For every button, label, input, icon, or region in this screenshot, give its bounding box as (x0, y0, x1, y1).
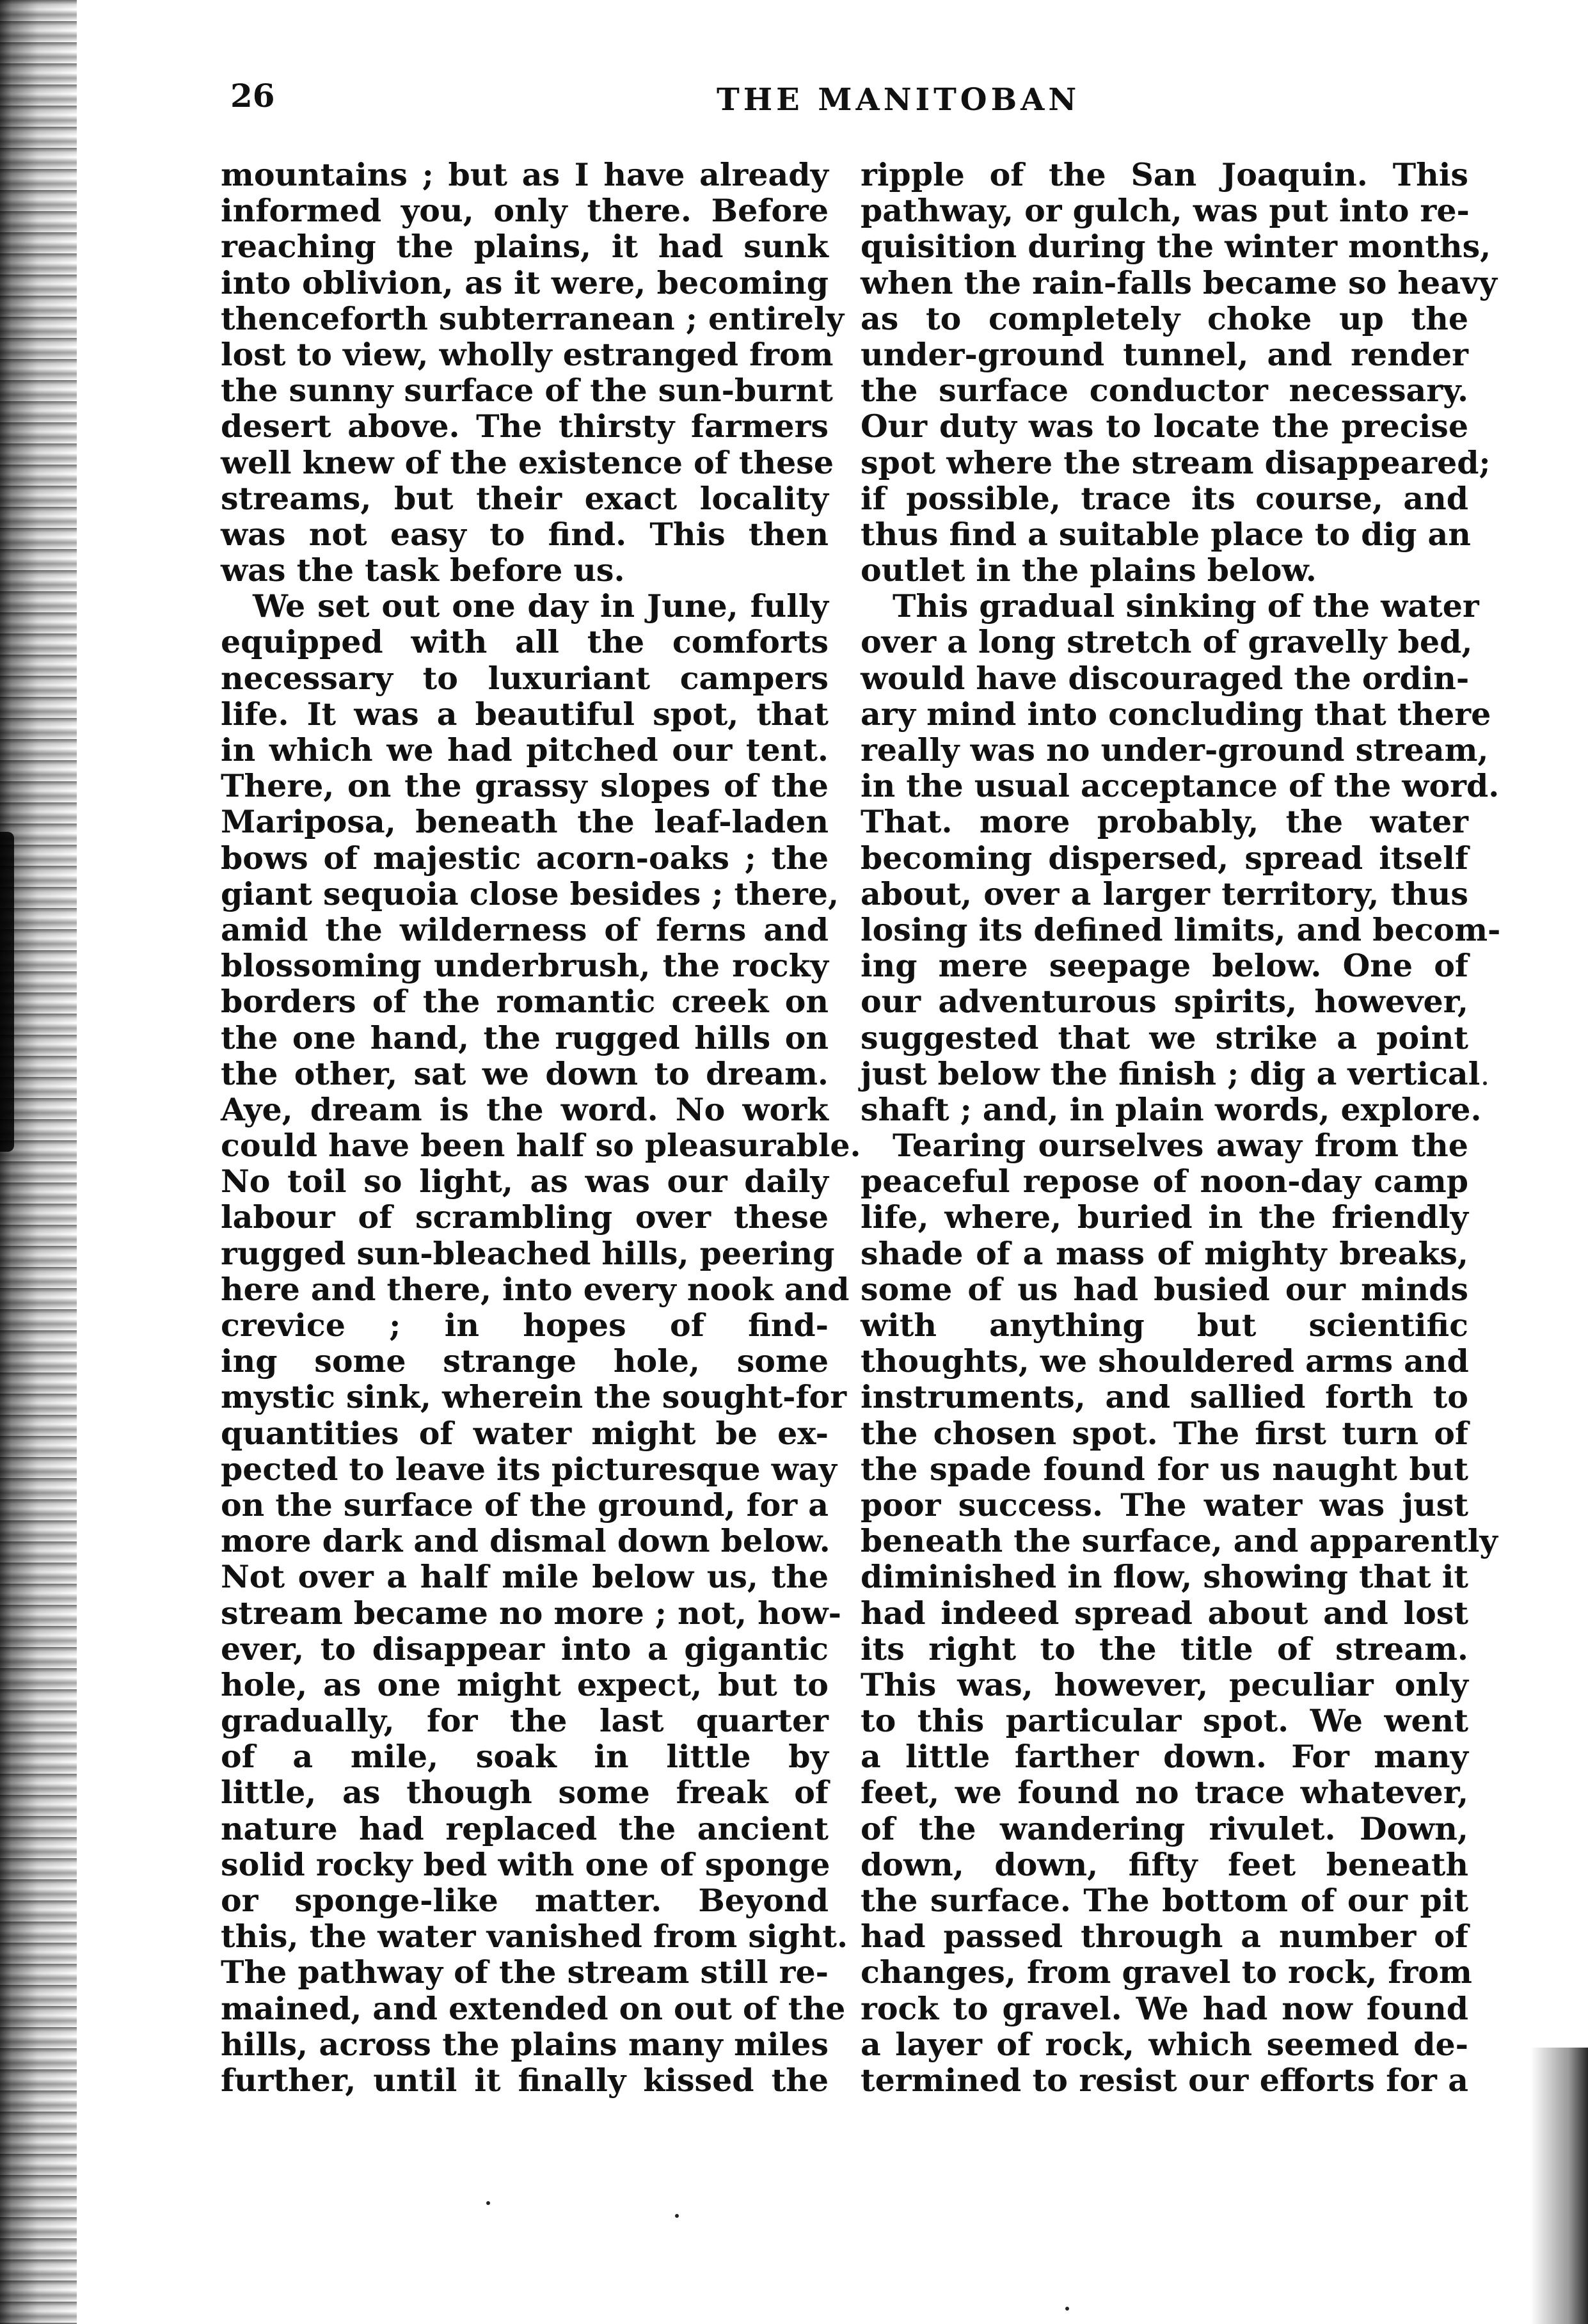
text-line: to this particular spot. We went (861, 1702, 1468, 1740)
text-line: the one hand, the rugged hills on (221, 1019, 829, 1056)
text-line: labour of scrambling over these (221, 1198, 829, 1236)
text-line: when the rain-falls became so heavy (861, 264, 1497, 301)
text-line: bows of majestic acorn-oaks ; the (221, 839, 829, 877)
text-line: under-ground tunnel, and render (861, 335, 1468, 373)
text-line: reaching the plains, it had sunk (221, 228, 829, 266)
text-line: crevice ; in hopes of find- (221, 1307, 829, 1344)
text-line: termined to resist our efforts for a (861, 2061, 1468, 2099)
left-text-column (221, 156, 861, 2099)
text-line: diminished in flow, showing that it (861, 1558, 1468, 1596)
text-line: solid rocky bed with one of sponge (221, 1845, 830, 1883)
text-line: stream became no more ; not, how- (221, 1594, 841, 1632)
text-line: pathway, or gulch, was put into re- (861, 192, 1470, 230)
running-title: THE MANITOBAN (717, 82, 1081, 118)
text-line: a little farther down. For many (861, 1738, 1468, 1776)
text-line: equipped with all the comforts (221, 623, 829, 661)
text-line: quisition during the winter months, (861, 228, 1491, 266)
text-line: blossoming underbrush, the rocky (221, 947, 829, 985)
text-line: mained, and extended on out of the (221, 1989, 846, 2027)
text-line: would have discouraged the ordin- (861, 659, 1470, 697)
text-line: quantities of water might be ex- (221, 1414, 829, 1452)
scan-page-edge (1530, 2048, 1588, 2324)
text-line: had passed through a number of (861, 1918, 1468, 1955)
text-line: life. It was a beautiful spot, that (221, 695, 829, 733)
text-line: in which we had pitched our tent. (221, 731, 829, 768)
text-line: Tearing ourselves away from the (893, 1127, 1468, 1165)
text-line: ever, to disappear into a gigantic (221, 1630, 829, 1667)
text-line: Not over a half mile below us, the (221, 1558, 829, 1596)
text-line: in the usual acceptance of the word. (861, 767, 1500, 805)
text-line: instruments, and sallied forth to (861, 1378, 1468, 1416)
text-line: of the wandering rivulet. Down, (861, 1810, 1468, 1847)
text-line: peaceful repose of noon-day camp (861, 1163, 1468, 1200)
text-line: just below the finish ; dig a vertical (861, 1055, 1481, 1092)
text-line: No toil so light, as was our daily (221, 1163, 829, 1200)
text-line: more dark and dismal down below. (221, 1522, 830, 1560)
text-line: the surface conductor necessary. (861, 372, 1468, 410)
text-line: or sponge-like matter. Beyond (221, 1882, 829, 1919)
text-line: a layer of rock, which seemed de- (861, 2025, 1468, 2063)
text-line: outlet in the plains below. (861, 552, 1317, 589)
text-line: mountains ; but as I have already (221, 156, 829, 193)
text-line: ing mere seepage below. One of (861, 947, 1468, 985)
text-line: spot where the stream disappeared; (861, 443, 1491, 481)
text-line: well knew of the existence of these (221, 443, 834, 481)
spine-shadow (0, 832, 14, 1152)
text-line: shade of a mass of mighty breaks, (861, 1234, 1468, 1272)
text-line: hills, across the plains many miles (221, 2025, 829, 2063)
text-line: about, over a larger territory, thus (861, 875, 1468, 912)
text-line: This was, however, peculiar only (861, 1666, 1468, 1703)
text-line: rugged sun-bleached hills, peering (221, 1234, 835, 1272)
text-line: over a long stretch of gravelly bed, (861, 623, 1473, 661)
text-line: if possible, trace its course, and (861, 479, 1468, 517)
text-line: That. more probably, the water (861, 803, 1468, 841)
text-line: Mariposa, beneath the leaf-laden (221, 803, 829, 841)
text-line: necessary to luxuriant campers (221, 659, 829, 697)
text-line: amid the wilderness of ferns and (221, 911, 829, 948)
right-text-column (861, 156, 1501, 2099)
scan-speck (675, 2214, 679, 2218)
scan-speck (1483, 1081, 1487, 1085)
text-line: could have been half so pleasurable. (221, 1127, 861, 1165)
text-line: was not easy to find. This then (221, 515, 829, 553)
text-line: the chosen spot. The first turn of (861, 1414, 1468, 1452)
text-line: ary mind into concluding that there (861, 695, 1491, 733)
text-line: beneath the surface, and apparently (861, 1522, 1498, 1560)
text-line: This gradual sinking of the water (893, 587, 1479, 625)
text-line: nature had replaced the ancient (221, 1810, 829, 1847)
text-line: hole, as one might expect, but to (221, 1666, 829, 1703)
text-line: here and there, into every nook and (221, 1270, 850, 1308)
text-line: the spade found for us naught but (861, 1450, 1468, 1488)
text-line: feet, we found no trace whatever, (861, 1774, 1468, 1811)
text-line: had indeed spread about and lost (861, 1594, 1468, 1632)
text-line: the sunny surface of the sun-burnt (221, 372, 833, 410)
text-line: informed you, only there. Before (221, 192, 829, 230)
text-line: losing its defined limits, and becom- (861, 911, 1501, 948)
text-line: Aye, dream is the word. No work (221, 1090, 829, 1128)
text-line: suggested that we strike a point (861, 1019, 1468, 1056)
scan-binding-shadow (0, 0, 77, 2324)
text-line: the surface. The bottom of our pit (861, 1882, 1468, 1919)
text-line: into oblivion, as it were, becoming (221, 264, 829, 301)
text-line: on the surface of the ground, for a (221, 1486, 829, 1524)
text-line: some of us had busied our minds (861, 1270, 1468, 1308)
text-line: little, as though some freak of (221, 1774, 829, 1811)
text-line: Our duty was to locate the precise (861, 408, 1468, 445)
text-line: There, on the grassy slopes of the (221, 767, 829, 805)
text-line: really was no under-ground stream, (861, 731, 1489, 768)
text-line: desert above. The thirsty farmers (221, 408, 829, 445)
text-line: thus find a suitable place to dig an (861, 515, 1471, 553)
scan-speck (486, 2201, 490, 2205)
text-line: rock to gravel. We had now found (861, 1989, 1468, 2027)
text-line: this, the water vanished from sight. (221, 1918, 848, 1955)
text-line: with anything but scientific (861, 1307, 1468, 1344)
page-header (230, 77, 1484, 134)
text-line: The pathway of the stream still re- (221, 1954, 829, 1991)
text-line: further, until it finally kissed the (221, 2061, 829, 2099)
text-line: down, down, fifty feet beneath (861, 1845, 1468, 1883)
page-number: 26 (230, 77, 275, 115)
text-line: lost to view, wholly estranged from (221, 335, 834, 373)
text-line: changes, from gravel to rock, from (861, 1954, 1472, 1991)
text-line: as to completely choke up the (861, 299, 1468, 337)
text-line: poor success. The water was just (861, 1486, 1468, 1524)
text-line: was the task before us. (221, 552, 625, 589)
text-line: streams, but their exact locality (221, 479, 829, 517)
text-line: life, where, buried in the friendly (861, 1198, 1468, 1236)
text-line: borders of the romantic creek on (221, 983, 829, 1021)
text-line: thoughts, we shouldered arms and (861, 1342, 1469, 1380)
text-line: thenceforth subterranean ; entirely (221, 299, 845, 337)
text-line: pected to leave its picturesque way (221, 1450, 837, 1488)
text-line: our adventurous spirits, however, (861, 983, 1468, 1021)
text-line: of a mile, soak in little by (221, 1738, 829, 1776)
text-line: gradually, for the last quarter (221, 1702, 829, 1740)
text-line: becoming dispersed, spread itself (861, 839, 1468, 877)
text-line: We set out one day in June, fully (253, 587, 829, 625)
text-line: shaft ; and, in plain words, explore. (861, 1090, 1482, 1128)
text-line: its right to the title of stream. (861, 1630, 1468, 1667)
text-line: giant sequoia close besides ; there, (221, 875, 839, 912)
text-line: ripple of the San Joaquin. This (861, 156, 1468, 193)
text-line: the other, sat we down to dream. (221, 1055, 829, 1092)
text-line: mystic sink, wherein the sought-for (221, 1378, 847, 1416)
text-line: ing some strange hole, some (221, 1342, 829, 1380)
scan-speck (1065, 2307, 1069, 2311)
